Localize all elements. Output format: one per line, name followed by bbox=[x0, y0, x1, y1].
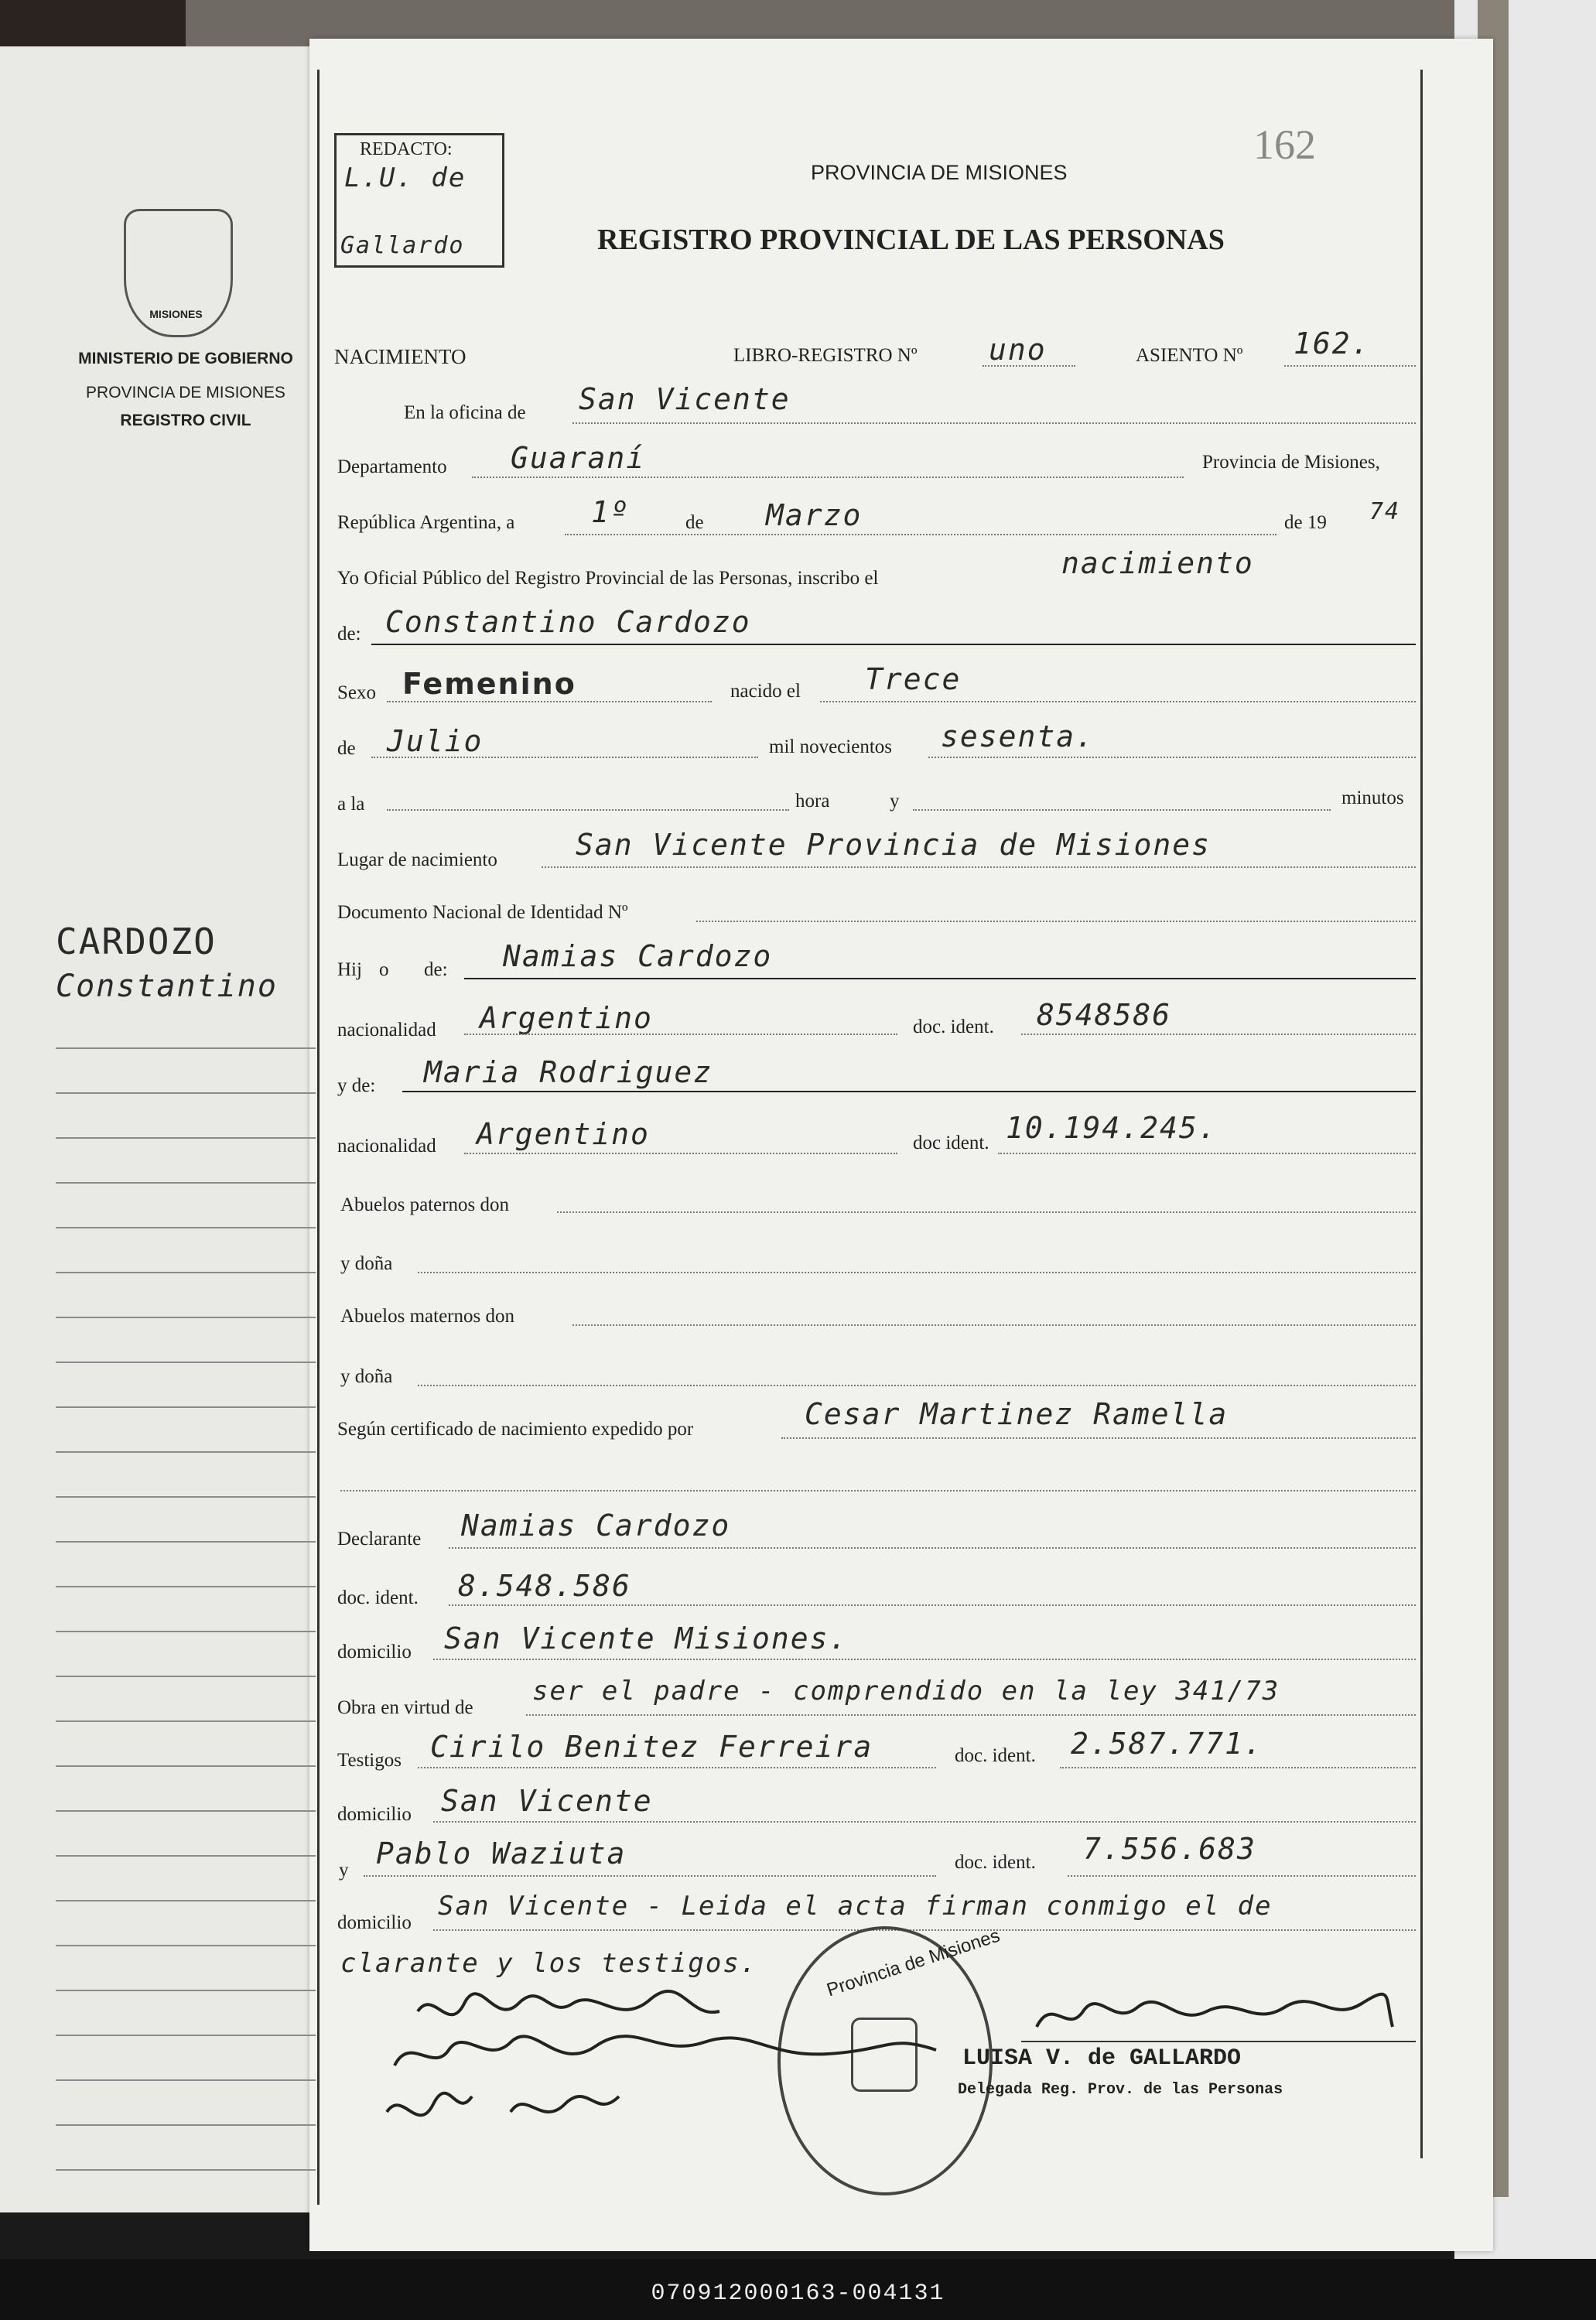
official-name: LUISA V. de GALLARDO bbox=[962, 2045, 1242, 2072]
madre-rule bbox=[402, 1091, 1416, 1092]
ministry-line: MINISTERIO DE GOBIERNO bbox=[78, 350, 293, 367]
nacionalidad-padre-rule bbox=[464, 1034, 897, 1035]
dia-value: 1º bbox=[591, 495, 630, 529]
margin-surname: CARDOZO bbox=[56, 921, 217, 962]
oficina-rule bbox=[572, 422, 1416, 424]
domicilio-testigo-1-label: domicilio bbox=[337, 1804, 412, 1825]
dona-materna-label: y doña bbox=[340, 1366, 393, 1387]
libro-label: LIBRO-REGISTRO Nº bbox=[733, 345, 918, 366]
official-signature-icon bbox=[1029, 1980, 1400, 2050]
departamento-label: Departamento bbox=[337, 456, 447, 477]
redacto-value-1: L.U. de bbox=[344, 162, 466, 193]
abuelos-maternos-label: Abuelos maternos don bbox=[340, 1306, 514, 1327]
certificado-value: Cesar Martinez Ramella bbox=[805, 1397, 1229, 1431]
document-code: 070912000163-004131 bbox=[651, 2281, 945, 2307]
margin-ruled-lines bbox=[56, 1004, 316, 2211]
mes-value: Marzo bbox=[766, 498, 863, 532]
declarante-value: Namias Cardozo bbox=[461, 1509, 731, 1543]
docid-madre-value: 10.194.245. bbox=[1006, 1111, 1218, 1145]
sexo-rule bbox=[387, 701, 712, 702]
left-border-line bbox=[317, 70, 320, 2205]
docid-testigo-1-rule bbox=[1060, 1767, 1416, 1768]
nacido-rule bbox=[820, 701, 1416, 702]
docid-testigo-1-label: doc. ident. bbox=[955, 1745, 1036, 1766]
mil-value: sesenta. bbox=[941, 719, 1095, 753]
nacionalidad-madre-rule bbox=[464, 1153, 897, 1154]
domicilio-testigo-1-rule bbox=[433, 1821, 1416, 1823]
declarante-label: Declarante bbox=[337, 1529, 422, 1550]
certificado-rule-2 bbox=[340, 1490, 1416, 1491]
oficina-label: En la oficina de bbox=[404, 402, 526, 423]
declarante-rule bbox=[449, 1547, 1416, 1549]
y-label: y bbox=[890, 791, 900, 811]
dni-label: Documento Nacional de Identidad Nº bbox=[337, 902, 628, 923]
nacionalidad-madre-value: Argentino bbox=[477, 1117, 650, 1151]
docid-testigo-2-label: doc. ident. bbox=[955, 1852, 1036, 1873]
nombre-value: Constantino Cardozo bbox=[385, 605, 751, 639]
anio-value: 74 bbox=[1369, 498, 1401, 525]
domicilio-testigo-1-value: San Vicente bbox=[441, 1784, 653, 1818]
provincia-label: Provincia de Misiones, bbox=[1202, 452, 1380, 473]
hora-label: hora bbox=[795, 791, 830, 811]
testigo-1-rule bbox=[418, 1767, 936, 1768]
de-label: de bbox=[685, 512, 704, 533]
padre-rule bbox=[464, 978, 1416, 979]
y-de-label: y de: bbox=[337, 1075, 376, 1096]
lugar-label: Lugar de nacimiento bbox=[337, 849, 497, 870]
docid-madre-rule bbox=[998, 1153, 1416, 1154]
docid-testigo-2-rule bbox=[1068, 1875, 1416, 1877]
de-nombre-label: de: bbox=[337, 624, 361, 644]
minutos-label: minutos bbox=[1341, 788, 1404, 808]
registry-title: REGISTRO PROVINCIAL DE LAS PERSONAS bbox=[597, 224, 1225, 256]
nacionalidad-padre-label: nacionalidad bbox=[337, 1020, 436, 1040]
abuelos-paternos-rule bbox=[557, 1211, 1416, 1213]
province-title: PROVINCIA DE MISIONES bbox=[811, 161, 1068, 184]
right-border-line bbox=[1420, 70, 1423, 2158]
abuelos-maternos-rule bbox=[572, 1324, 1416, 1326]
libro-value: uno bbox=[989, 333, 1047, 367]
certificado-label: Según certificado de nacimiento expedido por bbox=[337, 1419, 694, 1440]
certificado-rule bbox=[781, 1437, 1416, 1439]
hijo-de-label: de: bbox=[424, 959, 448, 980]
civil-registry-line: REGISTRO CIVIL bbox=[120, 412, 251, 429]
hijo-label: Hij bbox=[337, 959, 362, 980]
testigo-1-value: Cirilo Benitez Ferreira bbox=[430, 1730, 873, 1764]
asiento-label: ASIENTO Nº bbox=[1136, 345, 1243, 366]
docid-declarante-label: doc. ident. bbox=[337, 1587, 419, 1608]
nacido-label: nacido el bbox=[730, 681, 801, 702]
hora-rule bbox=[387, 809, 789, 811]
province-line: PROVINCIA DE MISIONES bbox=[86, 384, 285, 401]
obra-value: ser el padre - comprendido en la ley 341/73 bbox=[532, 1676, 1280, 1707]
testigo-2-rule bbox=[364, 1875, 936, 1877]
domicilio-testigo-2-rule bbox=[433, 1929, 1416, 1931]
nacido-value: Trece bbox=[865, 662, 962, 696]
official-signature-line bbox=[1021, 2041, 1416, 2042]
anio-label: de 19 bbox=[1284, 512, 1327, 533]
testigo-2-value: Pablo Waziuta bbox=[376, 1837, 627, 1871]
docid-padre-value: 8548586 bbox=[1037, 998, 1172, 1032]
dona-materna-rule bbox=[418, 1385, 1416, 1386]
abuelos-paternos-label: Abuelos paternos don bbox=[340, 1194, 510, 1215]
fecha-rule bbox=[565, 534, 1276, 535]
nacionalidad-madre-label: nacionalidad bbox=[337, 1136, 436, 1157]
domicilio-declarante-value: San Vicente Misiones. bbox=[444, 1621, 849, 1655]
docid-madre-label: doc ident. bbox=[913, 1133, 989, 1153]
dona-paterna-label: y doña bbox=[340, 1253, 393, 1274]
oficial-value: nacimiento bbox=[1061, 546, 1254, 580]
mes-rule bbox=[371, 757, 758, 758]
domicilio-testigo-2-value: San Vicente - Leida el acta firman conmigo el de bbox=[438, 1891, 1273, 1922]
docid-padre-rule bbox=[1021, 1034, 1416, 1035]
a-la-label: a la bbox=[337, 794, 365, 815]
sexo-value: Femenino bbox=[402, 667, 576, 701]
official-title: Delegada Reg. Prov. de las Personas bbox=[958, 2081, 1283, 2099]
oficial-label: Yo Oficial Público del Registro Provincial de las Personas, inscribo el bbox=[337, 568, 879, 589]
nacido-mes-value: Julio bbox=[387, 724, 484, 758]
continuation-value: clarante y los testigos. bbox=[340, 1948, 758, 1979]
witness-signatures-icon bbox=[364, 1980, 998, 2182]
crest-label: MISIONES bbox=[149, 308, 203, 320]
docid-padre-label: doc. ident. bbox=[913, 1016, 994, 1037]
mil-rule bbox=[928, 757, 1416, 758]
docid-declarante-value: 8.548.586 bbox=[458, 1569, 631, 1603]
dni-rule bbox=[696, 921, 1416, 922]
domicilio-declarante-rule bbox=[433, 1659, 1416, 1660]
lugar-value: San Vicente Provincia de Misiones bbox=[576, 828, 1211, 862]
margin-given-name: Constantino bbox=[56, 969, 278, 1004]
docid-declarante-rule bbox=[449, 1604, 1416, 1606]
dona-paterna-rule bbox=[418, 1272, 1416, 1273]
obra-label: Obra en virtud de bbox=[337, 1697, 473, 1718]
sexo-label: Sexo bbox=[337, 682, 376, 703]
nacionalidad-padre-value: Argentino bbox=[480, 1001, 653, 1035]
seal-text: Provincia de Misiones bbox=[824, 1925, 1003, 2001]
docid-testigo-1-value: 2.587.771. bbox=[1071, 1727, 1263, 1761]
docid-testigo-2-value: 7.556.683 bbox=[1083, 1832, 1256, 1866]
minutos-rule bbox=[913, 809, 1331, 811]
departamento-value: Guaraní bbox=[511, 441, 646, 475]
redacto-label: REDACTO: bbox=[360, 139, 453, 159]
padre-value: Namias Cardozo bbox=[503, 939, 773, 973]
record-type: NACIMIENTO bbox=[334, 345, 466, 368]
domicilio-declarante-label: domicilio bbox=[337, 1642, 412, 1662]
domicilio-testigo-2-label: domicilio bbox=[337, 1912, 412, 1933]
y-testigo-label: y bbox=[339, 1860, 349, 1881]
asiento-rule bbox=[1284, 365, 1416, 367]
departamento-rule bbox=[472, 477, 1184, 478]
libro-rule bbox=[983, 365, 1075, 367]
asiento-value: 162. bbox=[1294, 326, 1371, 360]
hijo-suffix: o bbox=[379, 959, 389, 980]
obra-rule bbox=[526, 1714, 1416, 1716]
testigos-label: Testigos bbox=[337, 1750, 402, 1771]
redacto-value-2: Gallardo bbox=[340, 232, 465, 259]
oficina-value: San Vicente bbox=[579, 382, 791, 416]
de-mes-label: de bbox=[337, 738, 356, 759]
mil-label: mil novecientos bbox=[769, 736, 892, 757]
republica-label: República Argentina, a bbox=[337, 512, 515, 533]
madre-value: Maria Rodriguez bbox=[424, 1055, 713, 1089]
nombre-rule bbox=[371, 644, 1416, 645]
lugar-rule bbox=[542, 866, 1416, 868]
page-number: 162 bbox=[1253, 121, 1316, 168]
